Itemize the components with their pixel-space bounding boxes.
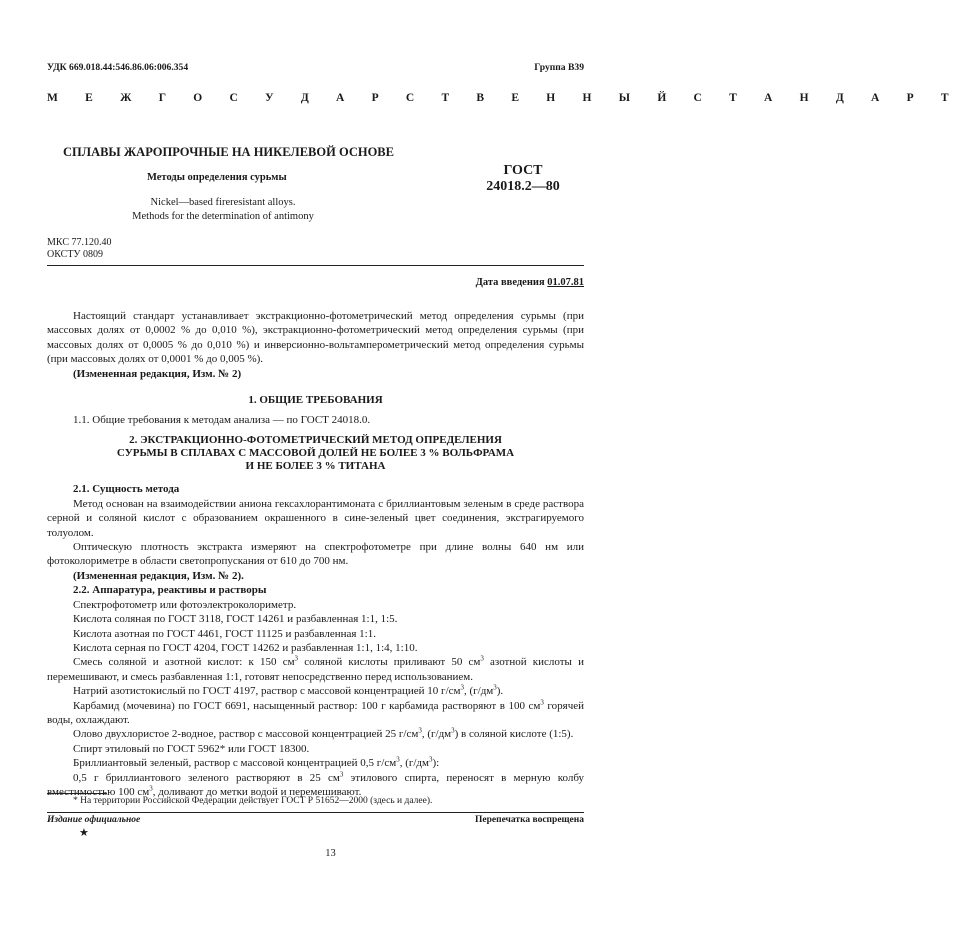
reprint-prohibited-label: Перепечатка воспрещена (474, 815, 584, 825)
udk-code: УДК 669.018.44:546.86.06:006.354 (47, 62, 189, 73)
s21-paragraph1: Метод основан на взаимодействии аниона гексахлорантимоната с бриллиантовым зеленым в среде раствора серной и соляной кислот с образованием окрашенного в сине-зеленый цвет соединения, экстрагируемого толуолом. (47, 497, 584, 539)
intro-paragraph: Настоящий стандарт устанавливает экстракционно-фотометрический метод определения сурьмы (при массовых долях от 0,0002 % до 0,010 %), экстракционно-фотометрический метод определения сурьмы (при массовых долях от 0,0005 % до 0,010 %) и инверсионно-вольтамперометрический метод определения сурьмы (при массовых долях от 0,0001 % до 0,005 %). (47, 310, 584, 366)
section2-heading-line2: СУРЬМЫ В СПЛАВАХ С МАССОВОЙ ДОЛЕЙ НЕ БОЛЕЕ 3 % ВОЛЬФРАМА (116, 447, 515, 460)
section2-heading-line1: 2. ЭКСТРАКЦИОННО-ФОТОМЕТРИЧЕСКИЙ МЕТОД ОПРЕДЕЛЕНИЯ (129, 434, 502, 447)
divider-top (47, 265, 584, 266)
mks-code: МКС 77.120.40 (47, 237, 112, 248)
classification-codes (47, 237, 111, 261)
reagent-item: Кислота серная по ГОСТ 4204, ГОСТ 14262 и разбавленная 1:1, 1:4, 1:10. (73, 641, 418, 654)
english-title-line1: Nickel—based fireresistant alloys. (150, 197, 296, 208)
divider-bottom (47, 812, 584, 813)
s22-title: 2.2. Аппаратура, реактивы и растворы (73, 584, 267, 597)
reagent-item-brilliant-green: Бриллиантовый зеленый, раствор с массовой концентрацией 0,5 $г/см^3$, $(г/дм^3)$: (73, 755, 440, 770)
footnote: * На территории Российской Федерации действует ГОСТ Р 51652—2000 (здесь и далее). (73, 796, 433, 806)
intro-date-value: 01.07.81 (547, 277, 584, 288)
english-title (123, 196, 323, 224)
section2-heading (47, 434, 584, 473)
footnote-rule (47, 793, 107, 794)
okstu-code: ОКСТУ 0809 (47, 249, 104, 260)
standard-type: М Е Ж Г О С У Д А Р С Т В Е Н Н Ы Й С Т А Н Д А Р Т (47, 92, 961, 104)
gost-block (480, 163, 566, 195)
reagent-item: Кислота соляная по ГОСТ 3118, ГОСТ 14261 и разбавленная 1:1, 1:5. (73, 613, 398, 626)
reagent-item-carbamide: Карбамид (мочевина) по ГОСТ 6691, насыщенный раствор: 100 г карбамида растворяют в 100 $см^3$ горячей воды, охлаждают. (47, 697, 584, 726)
reagent-item-ethanol: Спирт этиловый по ГОСТ 5962* или ГОСТ 18300. (73, 742, 310, 755)
reagent-item: Спектрофотометр или фотоэлектроколориметр. (73, 598, 297, 611)
intro-edition-note: (Измененная редакция, Изм. № 2) (73, 367, 242, 380)
star-icon: ★ (79, 827, 89, 839)
page-number: 13 (325, 848, 336, 859)
reagent-item: Кислота азотная по ГОСТ 4461, ГОСТ 11125 и разбавленная 1:1. (73, 627, 376, 640)
gost-label: ГОСТ (503, 163, 543, 178)
s21-paragraph2: Оптическую плотность экстракта измеряют на спектрофотометре при длине волны 640 нм или фотоколориметре в области светопропускания от 610 до 700 нм. (47, 541, 584, 568)
document-title: СПЛАВЫ ЖАРОПРОЧНЫЕ НА НИКЕЛЕВОЙ ОСНОВЕ (63, 145, 394, 159)
gost-number: 24018.2—80 (486, 179, 560, 194)
reagent-item-sodium-nitrite: Натрий азотистокислый по ГОСТ 4197, раствор с массовой концентрацией 10 $г/см^3$, $(г/дм^3)$. (73, 683, 504, 698)
document-subtitle: Методы определения сурьмы (147, 172, 287, 183)
english-title-line2: Methods for the determination of antimony (132, 211, 314, 222)
section1-heading: 1. ОБЩИЕ ТРЕБОВАНИЯ (248, 394, 383, 407)
section1-paragraph: 1.1. Общие требования к методам анализа — по ГОСТ 24018.0. (73, 414, 371, 427)
reagent-item-acid-mix: Смесь соляной и азотной кислот: к 150 $см^3$ соляной кислоты приливают 50 $см^3$ азотной кислоты и перемешивают, и смесь разбавленная 1:1, готовят непосредственно перед использованием. (47, 654, 585, 683)
intro-date-label: Дата введения (475, 277, 545, 288)
group-code: Группа B39 (534, 62, 584, 73)
s21-title: 2.1. Сущность метода (73, 483, 180, 496)
official-edition-label: Издание официальное (47, 815, 141, 825)
intro-date (476, 277, 584, 288)
s21-edition-note: (Измененная редакция, Изм. № 2). (73, 569, 244, 582)
body (47, 309, 584, 799)
section2-heading-line3: И НЕ БОЛЕЕ 3 % ТИТАНА (245, 460, 386, 473)
reagent-item-brilliant-green-prep: 0,5 г бриллиантового зеленого растворяют в 25 $см^3$ этилового спирта, переносят в мерную колбу вместимостью 100 $см^3$, доливают до метки водой и перемешивают. (47, 769, 584, 798)
reagent-item-tin-chloride: Олово двухлористое 2-водное, раствор с массовой концентрацией 25 $г/см^3$, $(г/дм^3)$ в соляной кислоте (1:5). (73, 726, 574, 741)
